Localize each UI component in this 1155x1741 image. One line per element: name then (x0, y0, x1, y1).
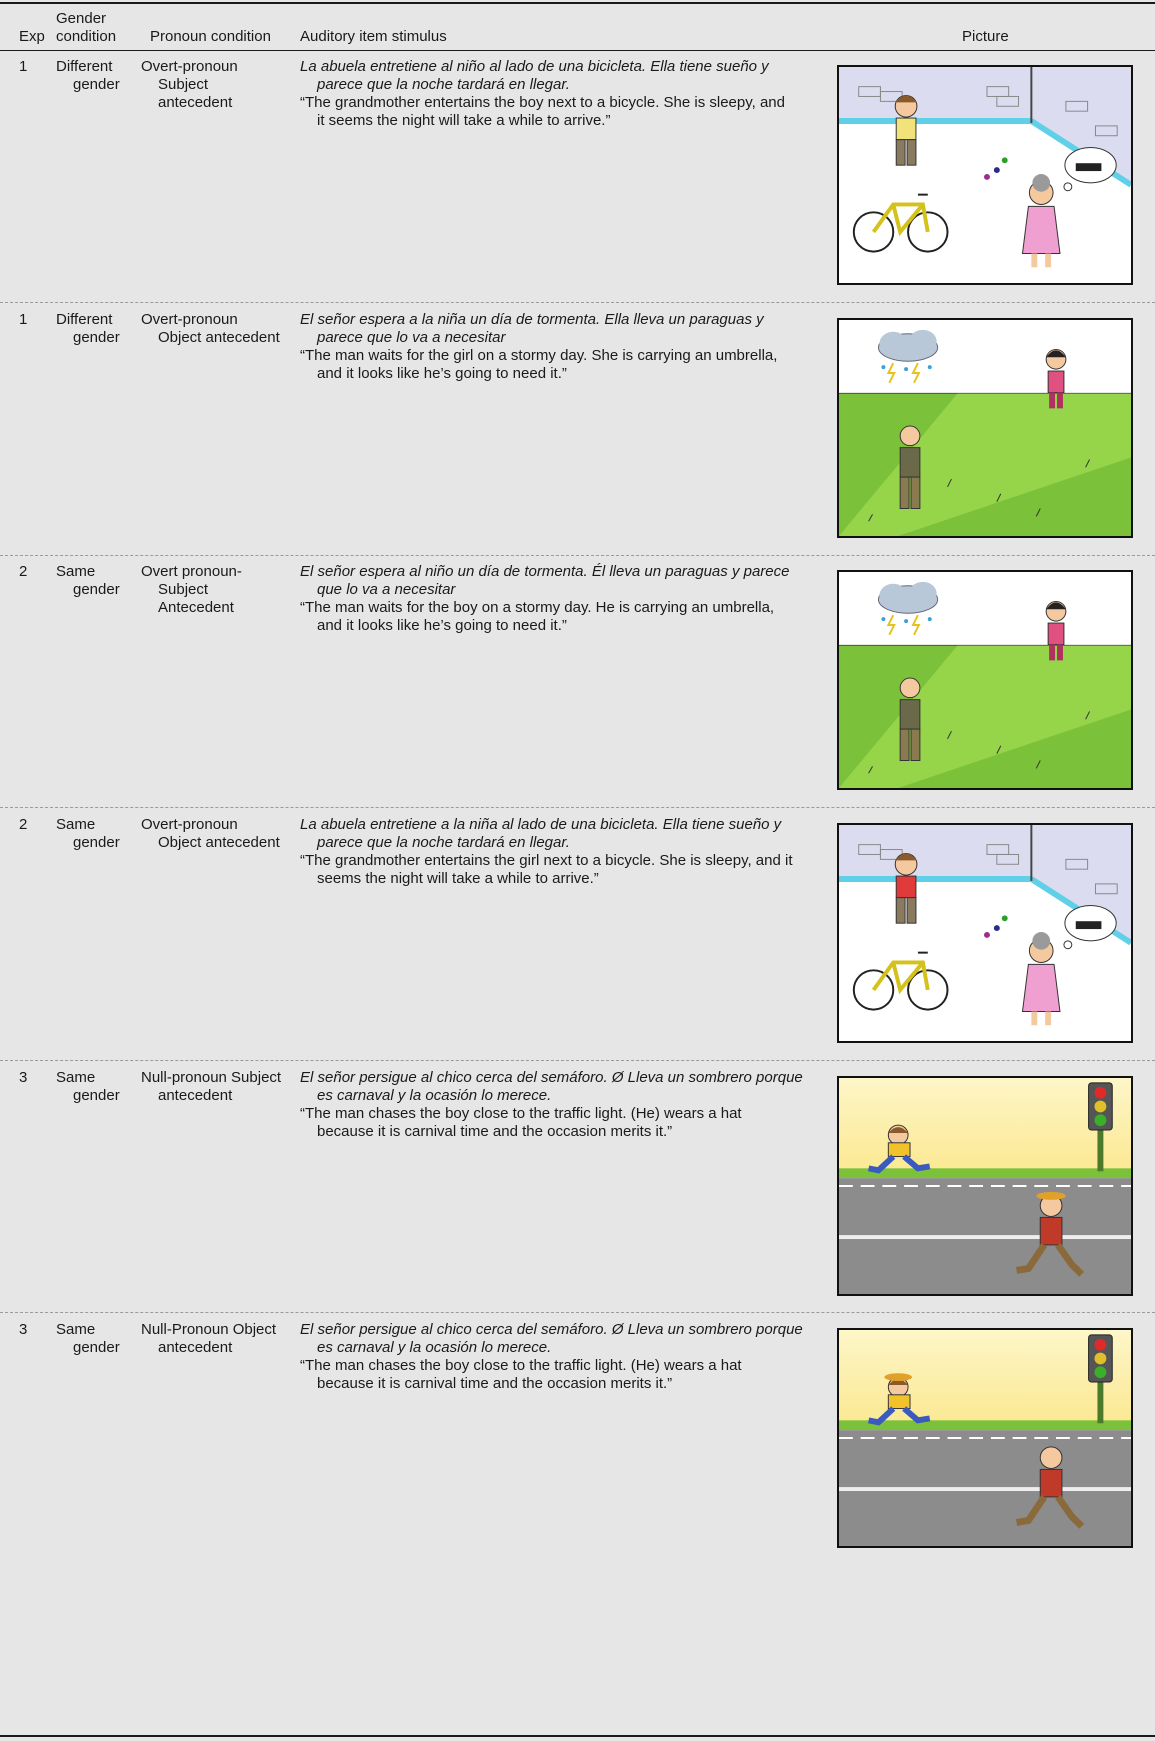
stimulus-spanish-line: parece que la noche tardará en llegar. (317, 76, 570, 93)
gender-cell (56, 58, 126, 94)
gender-cell (56, 816, 126, 852)
gender-line: Different (56, 58, 113, 75)
gender-line: gender (73, 76, 120, 93)
illustration-stormy-field (839, 572, 1131, 788)
pronoun-line: Overt-pronoun (141, 311, 238, 328)
stimulus-english-line: and it looks like he’s going to need it.” (317, 365, 567, 382)
row-separator (0, 302, 1155, 303)
header-gender-line1: Gender (56, 10, 107, 27)
pronoun-line: antecedent (158, 1087, 233, 1104)
row-separator (0, 807, 1155, 808)
pronoun-cell (141, 311, 291, 347)
pronoun-cell (141, 58, 291, 112)
illustration-street-chase (839, 1330, 1131, 1546)
exp-cell: 2 (19, 816, 28, 833)
pronoun-line: antecedent (158, 94, 233, 111)
stimulus-english-line: “The grandmother entertains the girl next to a bicycle. She is sleepy, and it (300, 852, 793, 869)
row-separator (0, 1312, 1155, 1313)
picture-cell (837, 318, 1133, 538)
picture-cell (837, 823, 1133, 1043)
gender-cell (56, 1069, 126, 1105)
stimulus-spanish-line: La abuela entretiene a la niña al lado de una bicicleta. Ella tiene sueño y (300, 816, 782, 833)
stimulus-cell (300, 1069, 825, 1141)
illustration-stormy-field (839, 320, 1131, 536)
picture-cell (837, 1076, 1133, 1296)
stimulus-cell (300, 311, 825, 383)
table-bottom-rule (0, 1735, 1155, 1737)
gender-cell (56, 311, 126, 347)
stimulus-english-line: because it is carnival time and the occasion merits it.” (317, 1123, 673, 1140)
gender-cell (56, 563, 126, 599)
gender-line: Same (56, 1069, 96, 1086)
stimulus-spanish-line: parece que lo va a necesitar (317, 329, 506, 346)
picture-cell (837, 570, 1133, 790)
stimulus-spanish-line: El señor espera al niño un día de tormenta. Él lleva un paraguas y parece (300, 563, 790, 580)
gender-cell (56, 1321, 126, 1357)
stimulus-english-line: “The man waits for the girl on a stormy day. She is carrying an umbrella, (300, 347, 778, 364)
gender-line: gender (73, 1339, 120, 1356)
pronoun-line: Null-Pronoun Object (141, 1321, 277, 1338)
exp-cell: 1 (19, 58, 28, 75)
picture-cell (837, 65, 1133, 285)
pronoun-cell (141, 816, 291, 852)
pronoun-line: Null-pronoun Subject (141, 1069, 282, 1086)
header-exp: Exp (19, 28, 45, 45)
pronoun-line: Overt-pronoun (141, 816, 238, 833)
stimulus-spanish-line: El señor persigue al chico cerca del semáforo. Ø Lleva un sombrero porque (300, 1069, 803, 1086)
stimulus-spanish-line: es carnaval y la ocasión lo merece. (317, 1339, 552, 1356)
illustration-street-chase (839, 1078, 1131, 1294)
stimulus-english-line: “The grandmother entertains the boy next to a bicycle. She is sleepy, and (300, 94, 785, 111)
header-picture: Picture (962, 28, 1009, 45)
stimulus-spanish-line: que lo va a necesitar (317, 581, 456, 598)
stimulus-english-line: “The man chases the boy close to the traffic light. (He) wears a hat (300, 1105, 742, 1122)
row-separator (0, 1060, 1155, 1061)
gender-line: gender (73, 329, 120, 346)
gender-line: Same (56, 1321, 96, 1338)
table-top-rule (0, 2, 1155, 4)
stimulus-cell (300, 58, 825, 130)
pronoun-line: antecedent (158, 1339, 233, 1356)
stimulus-spanish-line: es carnaval y la ocasión lo merece. (317, 1087, 552, 1104)
gender-line: Different (56, 311, 113, 328)
pronoun-line: Overt-pronoun (141, 58, 238, 75)
pronoun-cell (141, 1321, 291, 1357)
header-gender-line2: condition (56, 28, 117, 45)
pronoun-line: Object antecedent (158, 834, 280, 851)
pronoun-line: Subject (158, 76, 209, 93)
stimulus-english-line: it seems the night will take a while to arrive.” (317, 112, 611, 129)
header-pronoun: Pronoun condition (150, 28, 271, 45)
pronoun-cell (141, 563, 291, 617)
stimulus-english-line: “The man waits for the boy on a stormy day. He is carrying an umbrella, (300, 599, 775, 616)
pronoun-line: Antecedent (158, 599, 234, 616)
picture-cell (837, 1328, 1133, 1548)
header-gender (56, 10, 116, 46)
illustration-playground-bicycle (839, 825, 1131, 1041)
pronoun-line: Object antecedent (158, 329, 280, 346)
exp-cell: 2 (19, 563, 28, 580)
row-separator (0, 555, 1155, 556)
gender-line: gender (73, 834, 120, 851)
stimulus-spanish-line: El señor persigue al chico cerca del semáforo. Ø Lleva un sombrero porque (300, 1321, 803, 1338)
gender-line: Same (56, 816, 96, 833)
stimulus-spanish-line: El señor espera a la niña un día de tormenta. Ella lleva un paraguas y (300, 311, 764, 328)
header-rule (0, 50, 1155, 51)
illustration-playground-bicycle (839, 67, 1131, 283)
stimulus-english-line: because it is carnival time and the occasion merits it.” (317, 1375, 673, 1392)
gender-line: gender (73, 1087, 120, 1104)
gender-line: Same (56, 563, 96, 580)
stimulus-cell (300, 1321, 825, 1393)
exp-cell: 1 (19, 311, 28, 328)
exp-cell: 3 (19, 1321, 28, 1338)
stimulus-spanish-line: parece que la noche tardará en llegar. (317, 834, 570, 851)
gender-line: gender (73, 581, 120, 598)
stimulus-spanish-line: La abuela entretiene al niño al lado de una bicicleta. Ella tiene sueño y (300, 58, 769, 75)
stimulus-cell (300, 816, 825, 888)
header-stimulus: Auditory item stimulus (300, 28, 447, 45)
pronoun-line: Subject (158, 581, 209, 598)
stimulus-english-line: and it looks like he’s going to need it.” (317, 617, 567, 634)
stimulus-english-line: seems the night will take a while to arrive.” (317, 870, 599, 887)
stimulus-english-line: “The man chases the boy close to the traffic light. (He) wears a hat (300, 1357, 742, 1374)
pronoun-line: Overt pronoun- (141, 563, 242, 580)
pronoun-cell (141, 1069, 291, 1105)
exp-cell: 3 (19, 1069, 28, 1086)
stimulus-cell (300, 563, 825, 635)
